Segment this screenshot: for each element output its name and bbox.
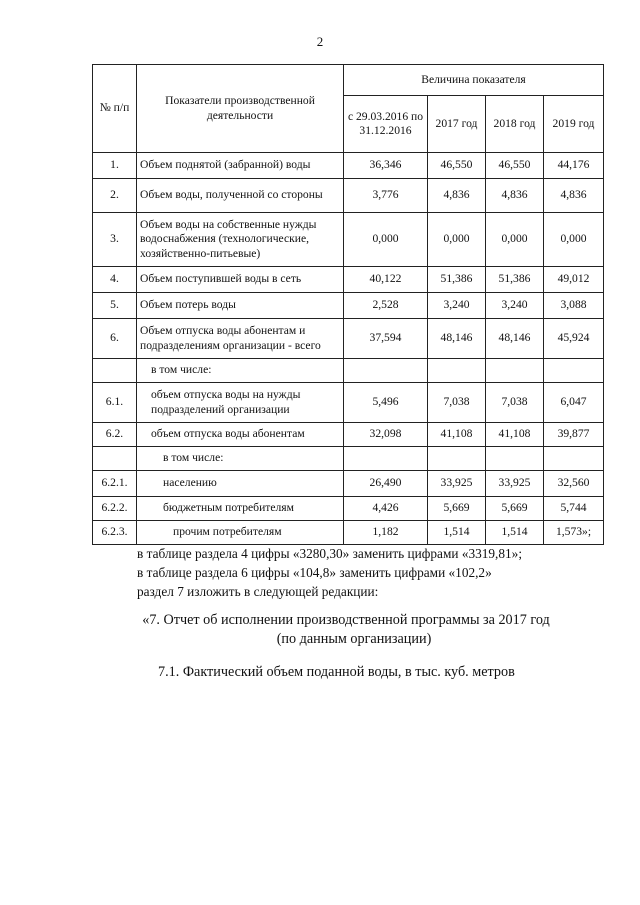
table-row <box>93 319 604 359</box>
header-period: с 29.03.2016 по 31.12.2016 <box>344 96 428 153</box>
row-name: населению <box>137 471 344 497</box>
row-value <box>344 359 428 383</box>
row-value: 3,240 <box>486 293 544 319</box>
row-value: 3,240 <box>428 293 486 319</box>
section-title <box>0 611 640 649</box>
row-num: 6.2.3. <box>93 521 137 545</box>
table-row <box>93 267 604 293</box>
row-value: 26,490 <box>344 471 428 497</box>
row-name: прочим потребителям <box>137 521 344 545</box>
row-name: Объем поступившей воды в сеть <box>137 267 344 293</box>
section-title-line: «7. Отчет об исполнении производственной программы за 2017 год <box>142 612 550 628</box>
row-value: 5,669 <box>428 497 486 521</box>
subsection-title: 7.1. Фактический объем поданной воды, в тыс. куб. метров <box>158 664 515 680</box>
section-title-line: (по данным организации) <box>276 631 432 647</box>
row-value: 0,000 <box>544 213 604 267</box>
row-value: 48,146 <box>486 319 544 359</box>
table-row <box>93 153 604 179</box>
row-value: 32,098 <box>344 423 428 447</box>
row-value: 6,047 <box>544 383 604 423</box>
row-name: объем отпуска воды на нужды подразделений организации <box>137 383 344 423</box>
row-value: 1,573»; <box>544 521 604 545</box>
row-value: 4,426 <box>344 497 428 521</box>
row-value <box>544 447 604 471</box>
row-value: 7,038 <box>486 383 544 423</box>
row-value: 37,594 <box>344 319 428 359</box>
table-row <box>93 521 604 545</box>
page-number: 2 <box>316 34 324 49</box>
row-value: 2,528 <box>344 293 428 319</box>
table-row <box>93 213 604 267</box>
row-value: 41,108 <box>428 423 486 447</box>
row-value <box>428 359 486 383</box>
row-name: в том числе: <box>137 359 344 383</box>
row-value: 7,038 <box>428 383 486 423</box>
amendment-paragraphs <box>137 544 522 601</box>
table-row <box>93 423 604 447</box>
row-value: 3,088 <box>544 293 604 319</box>
paragraph: в таблице раздела 6 цифры «104,8» заменить цифрами «102,2» <box>137 565 492 580</box>
row-value: 48,146 <box>428 319 486 359</box>
row-num: 6.1. <box>93 383 137 423</box>
table-header-row <box>93 65 604 96</box>
row-value: 51,386 <box>428 267 486 293</box>
row-num: 4. <box>93 267 137 293</box>
row-value: 51,386 <box>486 267 544 293</box>
row-value: 49,012 <box>544 267 604 293</box>
row-num: 1. <box>93 153 137 179</box>
row-value: 46,550 <box>428 153 486 179</box>
row-num: 6.2.1. <box>93 471 137 497</box>
indicators-table <box>92 64 604 545</box>
header-indicators: Показатели производственной деятельности <box>137 65 344 153</box>
row-name: бюджетным потребителям <box>137 497 344 521</box>
row-value: 36,346 <box>344 153 428 179</box>
row-name: Объем потерь воды <box>137 293 344 319</box>
header-value-group: Величина показателя <box>344 65 604 96</box>
row-value: 39,877 <box>544 423 604 447</box>
header-num: № п/п <box>93 65 137 153</box>
row-value <box>486 359 544 383</box>
header-period: 2018 год <box>486 96 544 153</box>
row-name: объем отпуска воды абонентам <box>137 423 344 447</box>
row-value: 40,122 <box>344 267 428 293</box>
row-num: 6.2. <box>93 423 137 447</box>
row-value: 4,836 <box>428 179 486 213</box>
row-num: 6.2.2. <box>93 497 137 521</box>
table-row <box>93 179 604 213</box>
row-value: 4,836 <box>544 179 604 213</box>
row-name: в том числе: <box>137 447 344 471</box>
row-num: 2. <box>93 179 137 213</box>
row-name: Объем воды на собственные нужды водоснабжения (технологические, хозяйственно-питьевые) <box>137 213 344 267</box>
row-value: 5,744 <box>544 497 604 521</box>
row-value <box>486 447 544 471</box>
row-value: 5,669 <box>486 497 544 521</box>
row-value <box>544 359 604 383</box>
paragraph: в таблице раздела 4 цифры «3280,30» заменить цифрами «3319,81»; <box>137 546 523 561</box>
row-value: 45,924 <box>544 319 604 359</box>
paragraph: раздел 7 изложить в следующей редакции: <box>137 584 379 599</box>
row-num: 3. <box>93 213 137 267</box>
row-value: 1,182 <box>344 521 428 545</box>
header-period: 2019 год <box>544 96 604 153</box>
row-value <box>428 447 486 471</box>
table-row <box>93 293 604 319</box>
row-name: Объем воды, полученной со стороны <box>137 179 344 213</box>
row-value: 0,000 <box>344 213 428 267</box>
row-value: 1,514 <box>486 521 544 545</box>
row-num <box>93 447 137 471</box>
row-value: 0,000 <box>428 213 486 267</box>
row-value: 0,000 <box>486 213 544 267</box>
row-num: 5. <box>93 293 137 319</box>
table-row <box>93 359 604 383</box>
row-num <box>93 359 137 383</box>
table-row <box>93 447 604 471</box>
table-row <box>93 497 604 521</box>
table-row <box>93 383 604 423</box>
row-value: 46,550 <box>486 153 544 179</box>
row-value: 41,108 <box>486 423 544 447</box>
row-value: 33,925 <box>486 471 544 497</box>
row-value: 1,514 <box>428 521 486 545</box>
row-value: 4,836 <box>486 179 544 213</box>
row-name: Объем отпуска воды абонентам и подразделениям организации - всего <box>137 319 344 359</box>
row-value: 32,560 <box>544 471 604 497</box>
table-row <box>93 471 604 497</box>
row-value: 3,776 <box>344 179 428 213</box>
row-value: 33,925 <box>428 471 486 497</box>
row-name: Объем поднятой (забранной) воды <box>137 153 344 179</box>
header-period: 2017 год <box>428 96 486 153</box>
row-value <box>344 447 428 471</box>
row-value: 44,176 <box>544 153 604 179</box>
row-value: 5,496 <box>344 383 428 423</box>
row-num: 6. <box>93 319 137 359</box>
